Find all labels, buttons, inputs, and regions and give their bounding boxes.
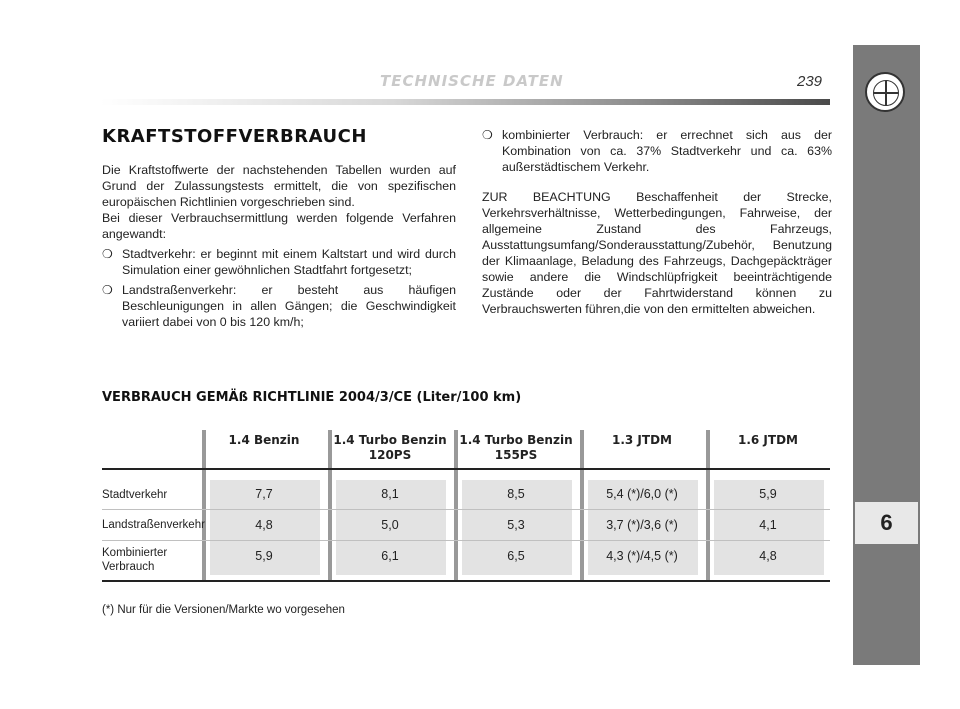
table-cell: 5,0 — [381, 518, 399, 532]
row-divider — [102, 509, 830, 510]
table-rule-top — [102, 468, 830, 470]
table-cell: 5,9 — [255, 549, 273, 563]
intro-paragraph-2: Bei dieser Verbrauchsermittlung werden folgende Verfahren angewandt: — [102, 211, 456, 241]
table-cell: 7,7 — [255, 487, 273, 501]
chapter-tab[interactable]: 6 — [855, 502, 918, 544]
bullet-item: ❍ Stadtverkehr: er beginnt mit einem Kaltstart und wird durch Simulation einer gewöhnlichen Stadtfahrt fortgesetzt; — [102, 246, 456, 278]
table-cell: 6,5 — [507, 549, 525, 563]
note-paragraph: ZUR BEACHTUNG Beschaffenheit der Strecke, Verkehrsverhältnisse, Wetterbedingungen, Fahrweise, der allgemeine Zustand des Fahrzeugs, Ausstattungsumfang/Sonderausstattung/Zubehör, Benutzung der Klimaanlage, Beladung des Fahrzeugs, Dachgepäckträger sowie andere die Windschlüpfrigkeit beeinträchtigende Zustände oder der Fahrtwiderstand können zu Verbrauchswerten führen,die von den ermittelten abweichen. — [482, 190, 832, 316]
table-cell: 5,4 (*)/6,0 (*) — [606, 487, 678, 501]
table-cell: 6,1 — [381, 549, 399, 563]
table-title: VERBRAUCH GEMÄß RICHTLINIE 2004/3/CE (Liter/100 km) — [102, 390, 522, 405]
column-header: 1.4 Benzin — [228, 433, 300, 447]
table-rule-bottom — [102, 580, 830, 582]
text-column-left — [102, 162, 456, 330]
column-header: 1.3 JTDM — [612, 433, 672, 447]
table-cell: 5,9 — [759, 487, 777, 501]
table-cell: 5,3 — [507, 518, 525, 532]
table-cell: 4,3 (*)/4,5 (*) — [606, 549, 678, 563]
column-header: 1.6 JTDM — [738, 433, 798, 447]
column-header: 1.4 Turbo Benzin 120PS — [333, 433, 447, 462]
intro-paragraph-1: Die Kraftstoffwerte der nachstehenden Tabellen wurden auf Grund der Zulassungstests ermittelt, die von spezifischen europäischen Richtlinien vorgeschrieben sind. — [102, 163, 456, 209]
row-divider — [102, 540, 830, 541]
header-rule — [100, 99, 830, 105]
table-cell: 3,7 (*)/3,6 (*) — [606, 518, 678, 532]
table-cell: 4,8 — [759, 549, 777, 563]
table-cell: 4,1 — [759, 518, 777, 532]
column-header: 1.4 Turbo Benzin 155PS — [459, 433, 573, 462]
page-number: 239 — [797, 73, 823, 90]
row-label: Kombinierter Verbrauch — [102, 547, 168, 573]
section-title: KRAFTSTOFFVERBRAUCH — [102, 126, 367, 147]
text-column-right — [482, 127, 832, 317]
table-cell: 4,8 — [255, 518, 273, 532]
row-label: Stadtverkehr — [102, 489, 168, 501]
chapter-sidebar — [853, 45, 920, 665]
row-label: Landstraßenverkehr — [102, 519, 205, 531]
bullet-item: ❍ Landstraßenverkehr: er besteht aus häufigen Beschleunigungen in allen Gängen; die Geschwindigkeit variiert dabei von 0 bis 120 km/h; — [102, 282, 456, 330]
table-footnote: (*) Nur für die Versionen/Markte wo vorgesehen — [102, 604, 345, 616]
brand-logo-icon — [865, 72, 905, 112]
table-cell: 8,5 — [507, 487, 525, 501]
table-cell: 8,1 — [381, 487, 399, 501]
bullet-item: ❍ kombinierter Verbrauch: er errechnet sich aus der Kombination von ca. 37% Stadtverkehr und ca. 63% außerstädtischem Verkehr. — [482, 127, 832, 175]
